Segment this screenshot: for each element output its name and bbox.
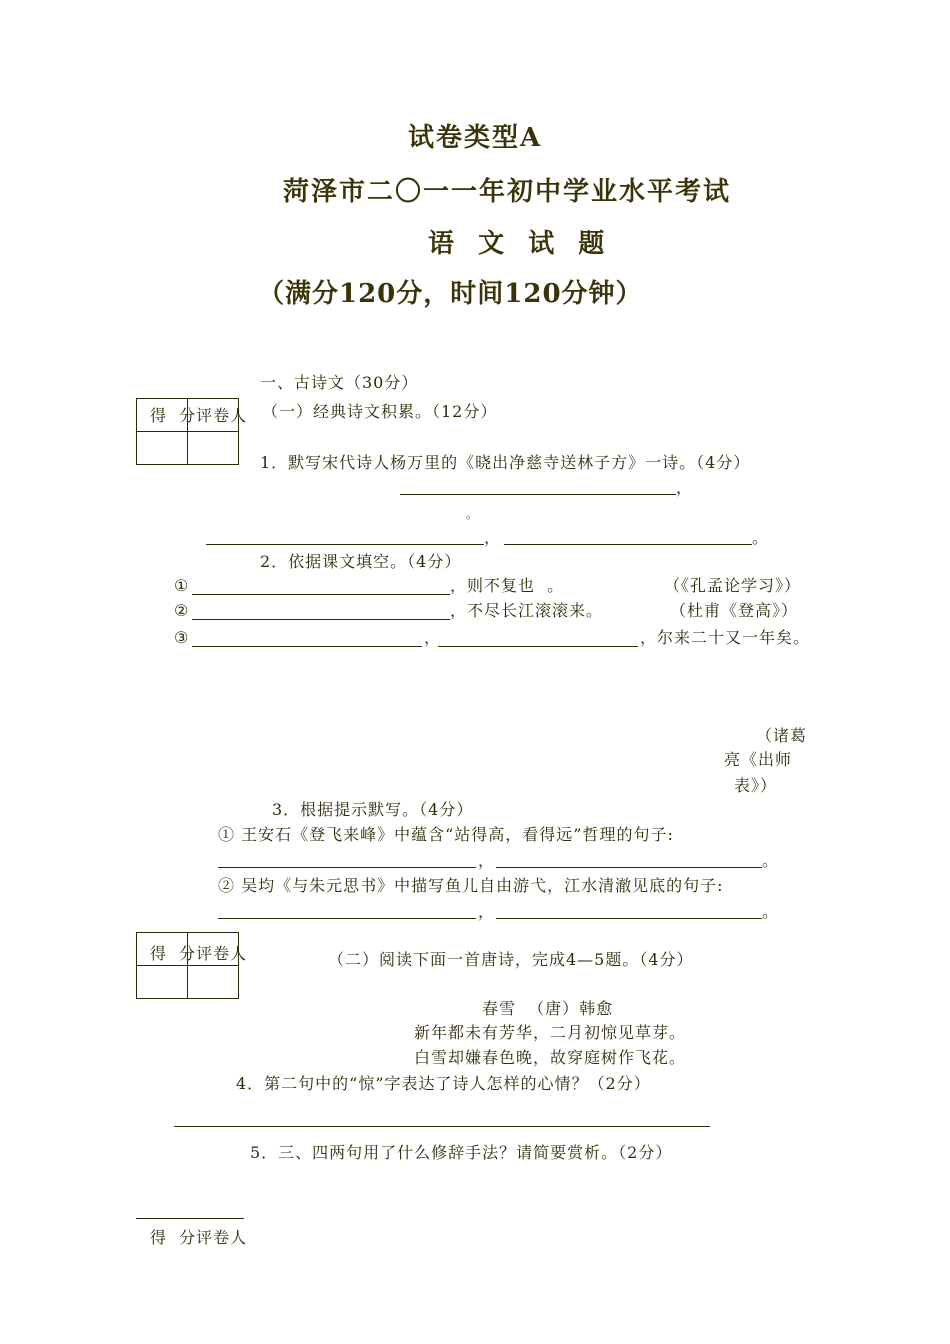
- answer-blank[interactable]: [174, 1126, 710, 1127]
- poem-title: 春雪 （唐）韩愈: [482, 999, 614, 1018]
- score-box-label: 得 分评卷人: [150, 1228, 248, 1247]
- punctuation: ，: [424, 628, 442, 647]
- score-box-label: 得 分评卷人: [150, 406, 248, 425]
- item-number: ③: [174, 628, 190, 647]
- fill-text: ，则不复也 。: [450, 576, 565, 595]
- paper-type: 试卷类型A: [408, 123, 543, 153]
- answer-blank[interactable]: [400, 494, 676, 495]
- question-2: 2．依据课文填空。（4分）: [260, 552, 462, 571]
- item-number: ①: [174, 576, 190, 595]
- answer-blank[interactable]: [206, 544, 484, 545]
- fill-text: ，不尽长江滚滚来。: [450, 601, 604, 620]
- fill-text: ，尔来二十又一年矣。: [640, 628, 811, 647]
- answer-blank[interactable]: [192, 646, 422, 647]
- answer-blank[interactable]: [438, 646, 638, 647]
- poem-line: 新年都未有芳华，二月初惊见草芽。: [414, 1023, 687, 1042]
- source-note: （诸葛: [756, 726, 808, 745]
- answer-blank[interactable]: [504, 544, 752, 545]
- answer-blank[interactable]: [496, 918, 762, 919]
- answer-blank[interactable]: [496, 867, 762, 868]
- question-3: 3．根据提示默写。（4分）: [272, 800, 474, 819]
- part-title: （一）经典诗文积累。（12分）: [262, 402, 498, 421]
- score-cell[interactable]: [137, 432, 188, 465]
- grader-cell[interactable]: [188, 966, 239, 999]
- punctuation: 。: [762, 902, 780, 921]
- score-box-label: 得 分评卷人: [150, 944, 248, 963]
- answer-blank[interactable]: [192, 594, 450, 595]
- poem-line: 白雪却嫌春色晚，故穿庭树作飞花。: [414, 1048, 687, 1067]
- item-number: ②: [174, 601, 190, 620]
- punctuation: 。: [466, 507, 480, 521]
- punctuation: 。: [752, 528, 770, 547]
- score-box: [136, 932, 239, 999]
- question-4: 4．第二句中的“惊”字表达了诗人怎样的心情？（2分）: [236, 1074, 651, 1093]
- subject-title: 语 文 试 题: [428, 229, 607, 259]
- source-note: 亮《出师: [724, 750, 793, 769]
- sub-question: ② 吴均《与朱元思书》中描写鱼儿自由游弋，江水清澈见底的句子:: [218, 876, 724, 895]
- question-1: 1．默写宋代诗人杨万里的《晓出净慈寺送林子方》一诗。（4分）: [260, 453, 751, 472]
- section-title: 一、古诗文（30分）: [260, 373, 419, 392]
- answer-blank[interactable]: [218, 918, 476, 919]
- source-note: 表》）: [734, 776, 778, 795]
- punctuation: ，: [676, 478, 694, 497]
- sub-question: ① 王安石《登飞来峰》中蕴含“站得高，看得远”哲理的句子:: [218, 825, 674, 844]
- punctuation: ，: [478, 902, 496, 921]
- source-note: （《孔孟论学习》）: [664, 576, 802, 595]
- exam-title: 菏泽市二〇一一年初中学业水平考试: [283, 177, 732, 207]
- scoring-info: （满分120分，时间120分钟）: [258, 279, 643, 309]
- punctuation: ，: [484, 528, 502, 547]
- punctuation: ，: [478, 851, 496, 870]
- part-title: （二）阅读下面一首唐诗，完成4—5题。（4分）: [328, 950, 694, 969]
- answer-blank[interactable]: [218, 867, 476, 868]
- question-5: 5．三、四两句用了什么修辞手法？请简要赏析。（2分）: [250, 1143, 673, 1162]
- score-cell[interactable]: [137, 966, 188, 999]
- answer-blank[interactable]: [192, 619, 450, 620]
- source-note: （杜甫《登高》）: [670, 601, 799, 620]
- score-box-top-border: [136, 1218, 244, 1219]
- grader-cell[interactable]: [188, 432, 239, 465]
- punctuation: 。: [762, 851, 780, 870]
